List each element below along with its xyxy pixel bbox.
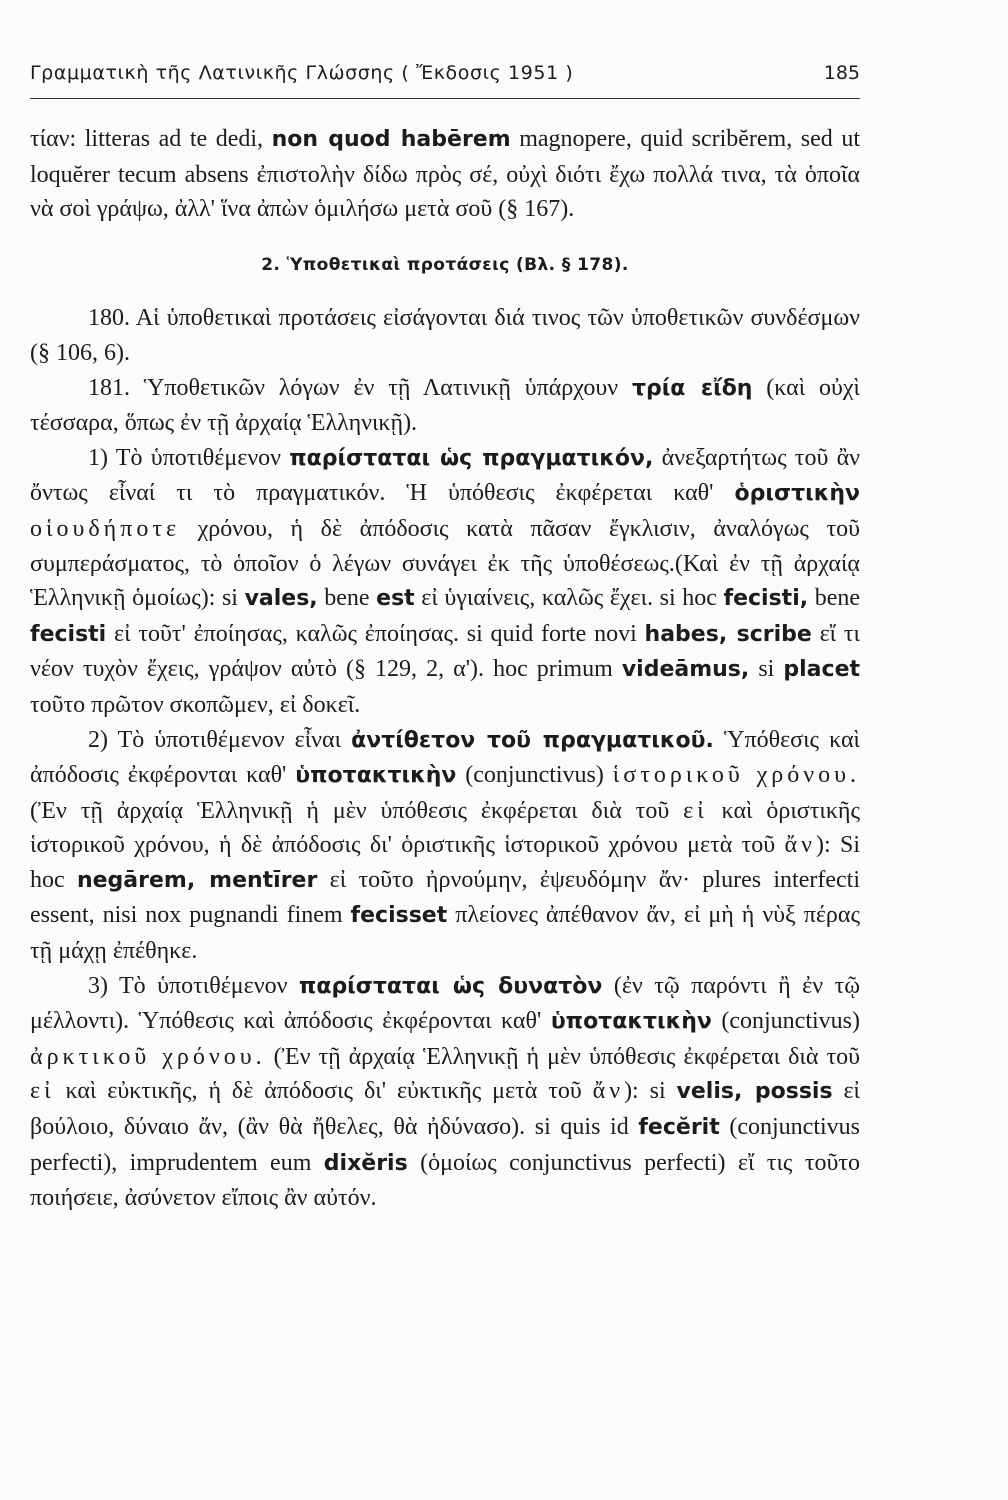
section-title: 2. Ὑποθετικαὶ προτάσεις (Βλ. § 178). xyxy=(261,254,629,275)
paragraph-continuation: τίαν: litteras ad te dedi, non quod habērem magnopere, quid scribĕrem, sed ut loquĕrer tecum absens ἐπιστολὴν δίδω πρὸς σέ, οὐχὶ διότι ἔχω πολλά τινα, τὰ ὁποῖα νὰ σοὶ γράψω, ἀλλ' ἵνα ἀπὼν ὁμιλήσω μετὰ σοῦ (§ 167). xyxy=(30,126,861,223)
paragraph-case-1: 1) Τὸ ὑποτιθέμενον παρίσταται ὡς πραγματικόν, ἀνεξαρτήτως τοῦ ἂν ὄντως εἶναί τι τὸ πραγματικόν. Ἡ ὑπόθεσις ἐκφέρεται καθ' ὁριστικὴν οἱουδήποτε χρόνου, ἡ δὲ ἀπόδοσις κατὰ πᾶσαν ἔγκλισιν, ἀναλόγως τοῦ συμπεράσματος, τὸ ὁποῖον ὁ λέγων συνάγει ἐκ τῆς ὑποθέσεως.(Καὶ ἐν τῇ ἀρχαίᾳ Ἑλληνικῇ ὁμοίως): si vales, bene est εἰ ὑγιαίνεις, καλῶς ἔχει. si hoc fecisti, bene fecisti εἰ τοῦτ' ἐποίησας, καλῶς ἐποίησας. si quid forte novi habes, scribe εἴ τι νέον τυχὸν ἔχεις, γράψον αὐτὸ (§ 129, 2, α'). hoc primum videāmus, si placet τοῦτο πρῶτον σκοπῶμεν, εἰ δοκεῖ. xyxy=(30,444,861,718)
paragraph-180: 180. Αἱ ὑποθετικαὶ προτάσεις εἰσάγονται διά τινος τῶν ὑποθετικῶν συνδέσμων (§ 106, 6). xyxy=(30,305,860,366)
paragraph-case-2: 2) Τὸ ὑποτιθέμενον εἶναι ἀντίθετον τοῦ πραγματικοῦ. Ὑπόθεσις καὶ ἀπόδοσις ἐκφέρονται καθ' ὑποτακτικὴν (conjunctivus) ἱστορικοῦ χρόνου. (Ἐν τῇ ἀρχαίᾳ Ἑλληνικῇ ἡ μὲν ὑπόθεσις ἐκφέρεται διὰ τοῦ εἰ καὶ ὁριστικῆς ἱστορικοῦ χρόνου, ἡ δὲ ἀπόδοσις δι' ὁριστικῆς ἱστορικοῦ χρόνου μετὰ τοῦ ἄν): Si hoc negārem, mentīrer εἰ τοῦτο ἠρνούμην, ἐψευδόμην ἄν· plures interfecti essent, nisi nox pugnandi finem fecisset πλείονες ἀπέθανον ἄν, εἰ μὴ ἡ νὺξ πέρας τῇ μάχῃ ἐπέθηκε. xyxy=(30,726,860,965)
paragraph-case-3: 3) Τὸ ὑποτιθέμενον παρίσταται ὡς δυνατὸν (ἐν τῷ παρόντι ἢ ἐν τῷ μέλλοντι). Ὑπόθεσις καὶ ἀπόδοσις ἐκφέρονται καθ' ὑποτακτικὴν (conjunctivus) ἀρκτικοῦ χρόνου. (Ἐν τῇ ἀρχαίᾳ Ἑλληνικῇ ἡ μὲν ὑπόθεσις ἐκφέρεται διὰ τοῦ εἰ καὶ εὐκτικῆς, ἡ δὲ ἀπόδοσις δι' εὐκτικῆς μετὰ τοῦ ἄν): si velis, possis εἰ βούλοιο, δύναιο ἄν, (ἂν θὰ ἤθελες, θὰ ἠδύνασο). si quis id fecĕrit (conjunctivus perfecti), imprudentem eum dixĕris (ὁμοίως conjunctivus perfecti) εἴ τις τοῦτο ποιήσειε, ἀσύνετον εἴποις ἂν αὐτόν. xyxy=(30,972,861,1212)
page-number: 185 xyxy=(823,62,860,84)
paragraph-181: 181. Ὑποθετικῶν λόγων ἐν τῇ Λατινικῇ ὑπάρχουν τρία εἴδη (καὶ οὐχὶ τέσσαρα, ὅπως ἐν τῇ ἀρχαίᾳ Ἑλληνικῇ). xyxy=(30,374,860,437)
page-body xyxy=(30,122,860,1216)
running-header xyxy=(30,58,860,99)
header-title: Γραμματικὴ τῆς Λατινικῆς Γλώσσης ( Ἔκδοσις 1951 ) xyxy=(30,62,574,84)
